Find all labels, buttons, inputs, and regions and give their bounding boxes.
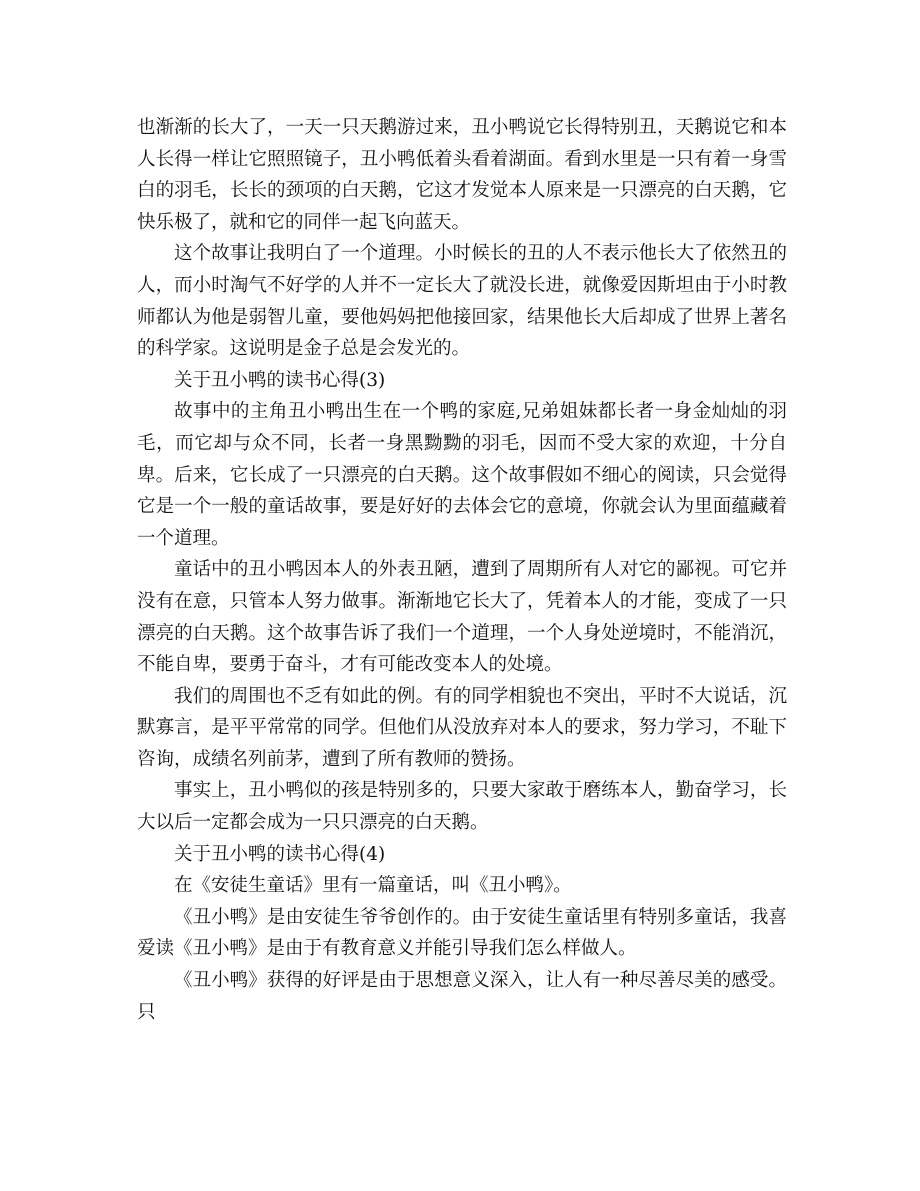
paragraph: 《丑小鸭》是由安徒生爷爷创作的。由于安徒生童话里有特别多童话，我喜爱读《丑小鸭》是由于有教育意义并能引导我们怎么样做人。 — [137, 906, 787, 960]
paragraph: 我们的周围也不乏有如此的例。有的同学相貌也不突出，平时不大说话，沉默寡言，是平平常常的同学。但他们从没放弃对本人的要求，努力学习，不耻下咨询，成绩名列前茅，遭到了所有教师的赞扬。 — [137, 685, 787, 770]
section-heading: 关于丑小鸭的读书心得(4) — [174, 843, 386, 865]
section-heading: 关于丑小鸭的读书心得(3) — [174, 369, 386, 391]
paragraph: 《丑小鸭》获得的好评是由于思想意义深入，让人有一种尽善尽美的感受。只 — [137, 970, 787, 1023]
paragraph: 这个故事让我明白了一个道理。小时候长的丑的人不表示他长大了依然丑的人，而小时淘气不好学的人并不一定长大了就没长进，就像爱因斯坦由于小时教师都认为他是弱智儿童，要他妈妈把他接回家，结果他长大后却成了世界上著名的科学家。这说明是金子总是会发光的。 — [137, 243, 787, 360]
paragraph: 童话中的丑小鸭因本人的外表丑陋，遭到了周期所有人对它的鄙视。可它并没有在意，只管本人努力做事。渐渐地它长大了，凭着本人的才能，变成了一只漂亮的白天鹅。这个故事告诉了我们一个道理，一个人身处逆境时，不能消沉，不能自卑，要勇于奋斗，才有可能改变本人的处境。 — [137, 559, 787, 676]
paragraph: 在《安徒生童话》里有一篇童话，叫《丑小鸭》。 — [174, 875, 572, 897]
paragraph: 事实上，丑小鸭似的孩是特别多的，只要大家敢于磨练本人，勤奋学习，长大以后一定都会成为一只只漂亮的白天鹅。 — [137, 780, 787, 834]
paragraph: 也渐渐的长大了，一天一只天鹅游过来，丑小鸭说它长得特别丑，天鹅说它和本人长得一样让它照照镜子，丑小鸭低着头看着湖面。看到水里是一只有着一身雪白的羽毛，长长的颈项的白天鹅，它这才发觉本人原来是一只漂亮的白天鹅，它快乐极了，就和它的同伴一起飞向蓝天。 — [137, 117, 787, 233]
document-body — [137, 112, 787, 1028]
paragraph: 故事中的主角丑小鸭出生在一个鸭的家庭,兄弟姐妹都长者一身金灿灿的羽毛，而它却与众不同，长者一身黑黝黝的羽毛，因而不受大家的欢迎，十分自卑。后来，它长成了一只漂亮的白天鹅。这个故事假如不细心的阅读，只会觉得它是一个一般的童话故事，要是好好的去体会它的意境，你就会认为里面蕴藏着一个道理。 — [137, 401, 787, 549]
